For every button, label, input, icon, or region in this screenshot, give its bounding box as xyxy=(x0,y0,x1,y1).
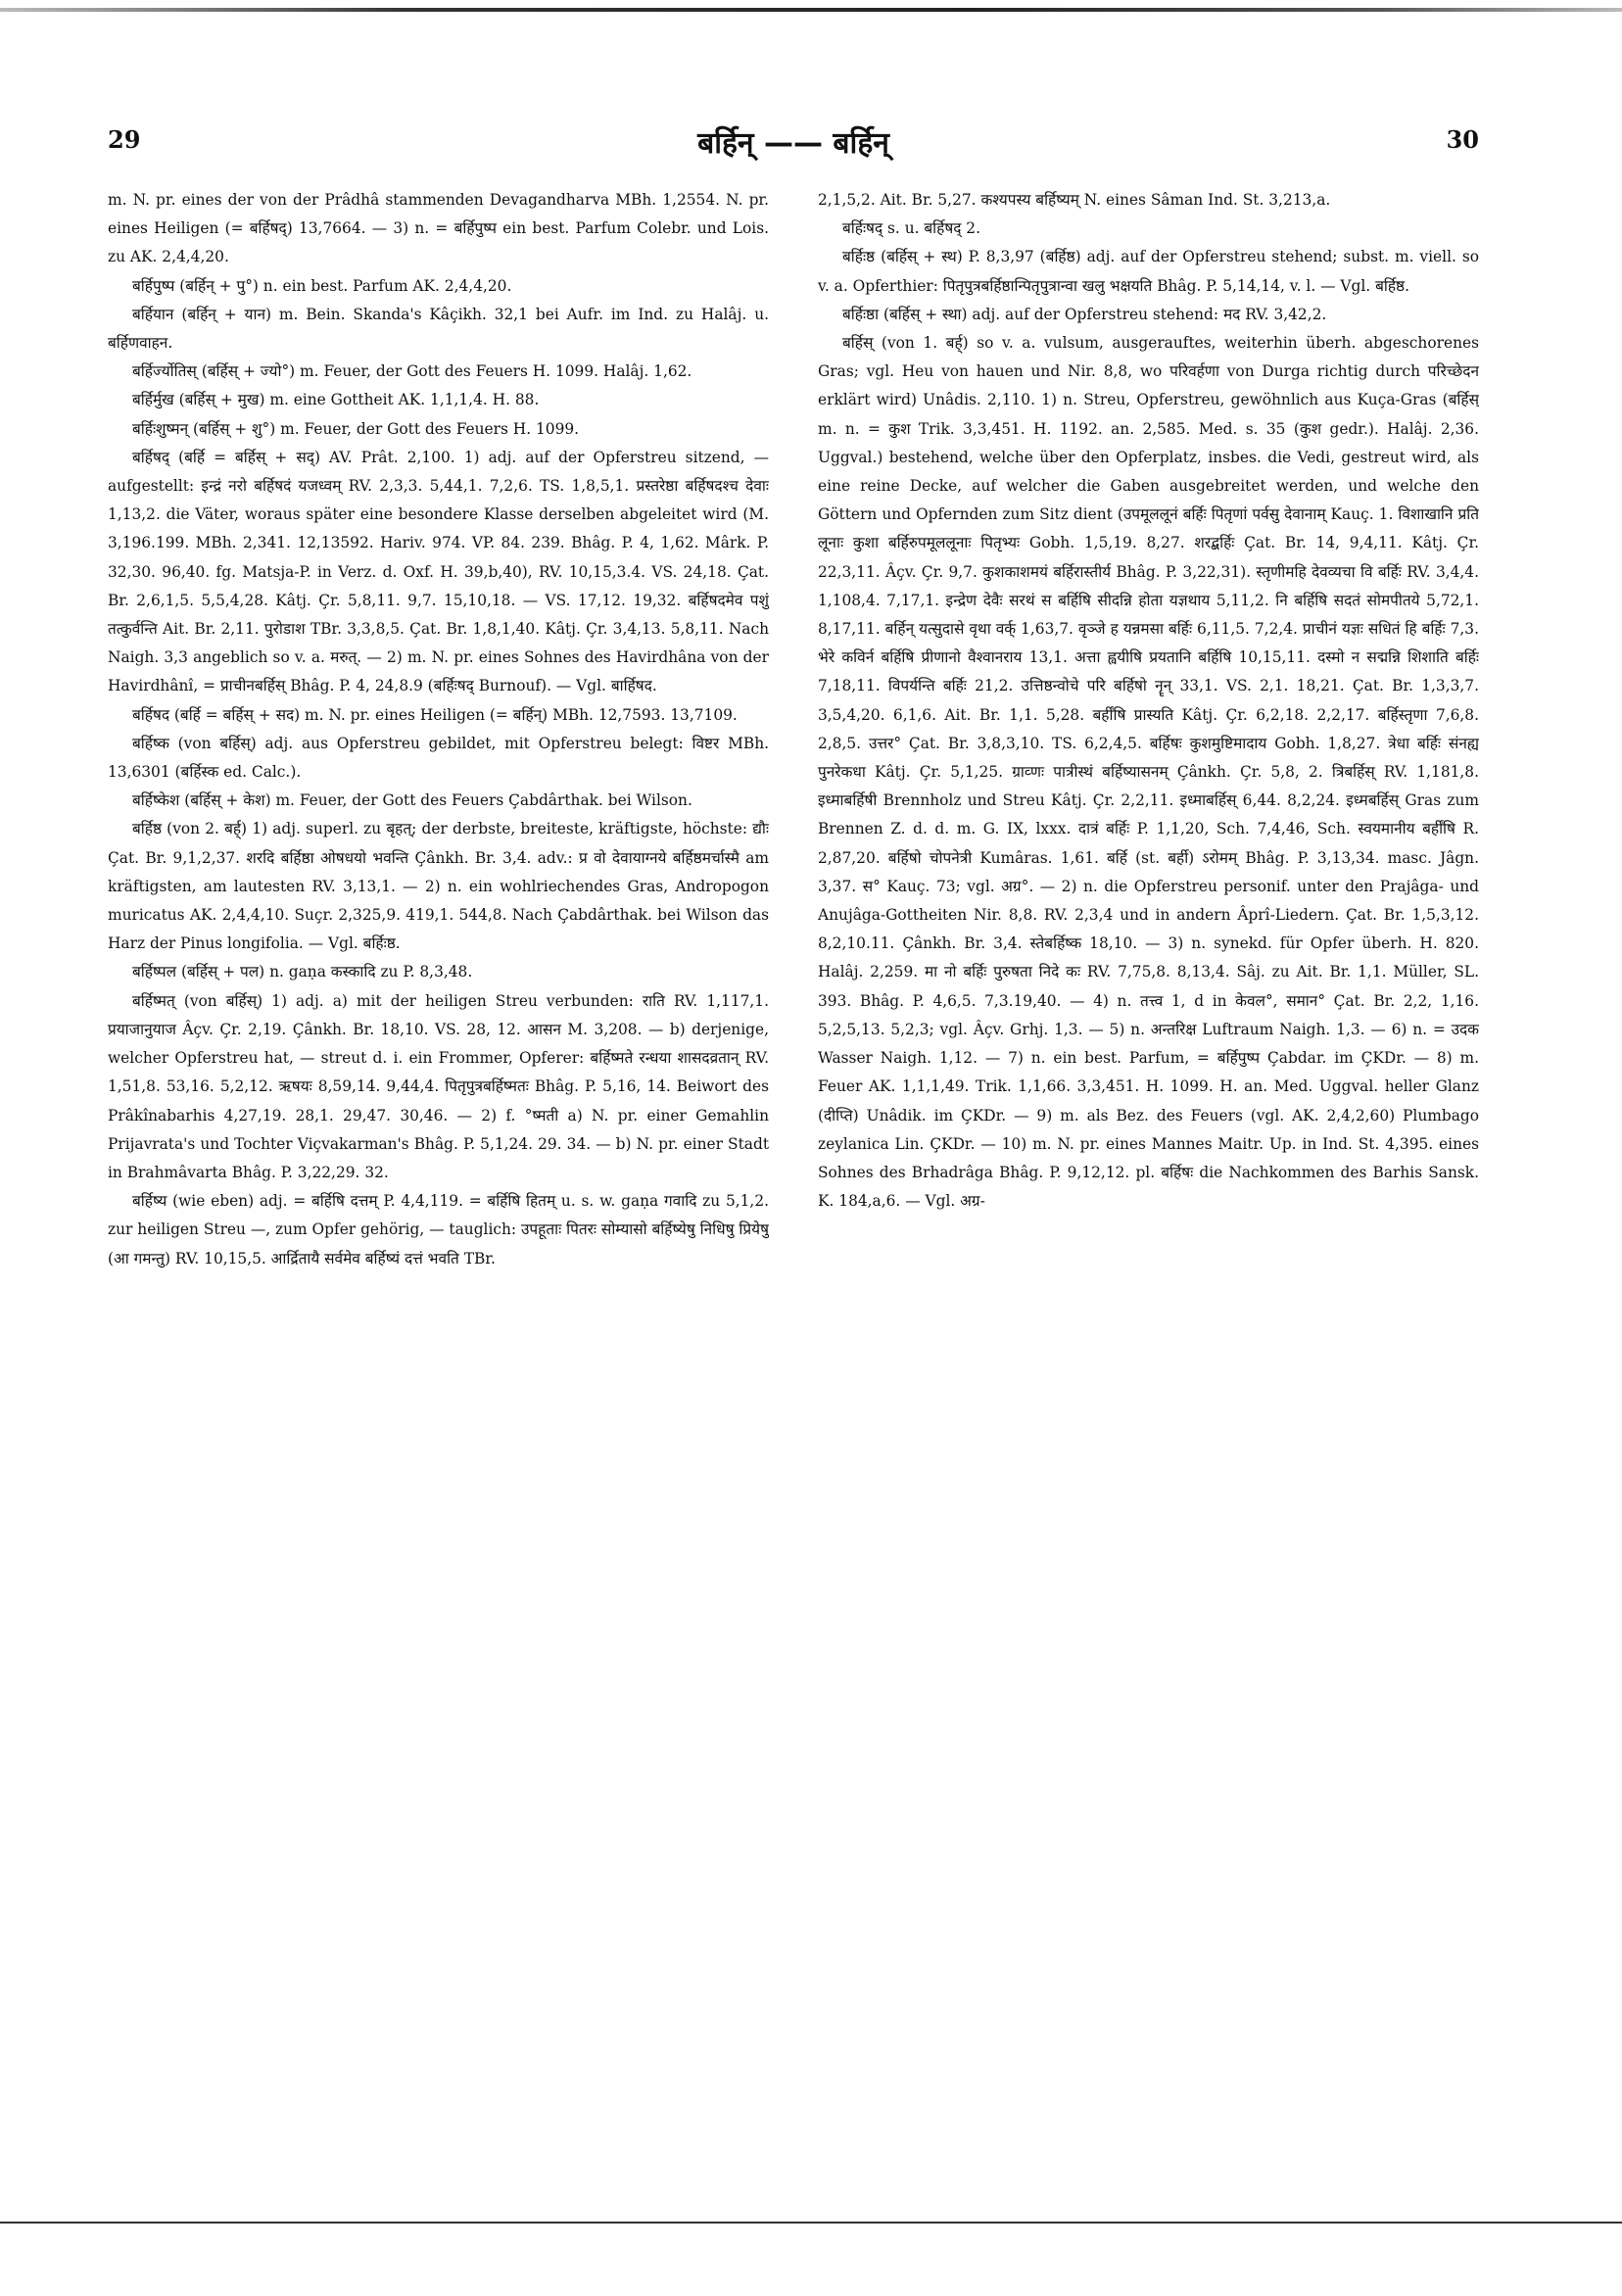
page-number-left: 29 xyxy=(108,125,141,154)
scan-edge xyxy=(0,8,1622,12)
entry-paragraph: बर्हिष्मत् (von बर्हिस्) 1) adj. a) mit der heiligen Streu verbunden: राति RV. 1,117,1. प्रयाजानुयाज Âçv. Çr. 2,19. Çânkh. Br. 18,10. VS. 28, 12. आसन M. 3,208. — b) derjenige, welcher Opferstreu hat, — streut d. i. ein Frommer, Opferer: बर्हिष्मते रन्धया शासदव्रतान् RV. 1,51,8. 53,16. 5,2,12. ऋषयः 8,59,14. 9,44,4. पितृपुत्रबर्हिष्मतः Bhâg. P. 5,16, 14. Beiwort des Prâkînabarhis 4,27,19. 28,1. 29,47. 30,46. — 2) f. °ष्मती a) N. pr. einer Gemahlin Prijavrata's und Tochter Viçvakarman's Bhâg. P. 5,1,24. 29. 34. — b) N. pr. einer Stadt in Brahmâvarta Bhâg. P. 3,22,29. 32. xyxy=(108,991,769,1181)
entry-paragraph: बर्हिषद (बर्हि = बर्हिस् + सद) m. N. pr. eines Heiligen (= बर्हिन्) MBh. 12,7593. 13,7109. xyxy=(132,705,738,724)
entry-paragraph: बर्हिःष्ठा (बर्हिस् + स्था) adj. auf der Opferstreu stehend: मद RV. 3,42,2. xyxy=(842,305,1327,323)
entry-paragraph: 2,1,5,2. Ait. Br. 5,27. कश्यपस्य बर्हिष्यम् N. eines Sâman Ind. St. 3,213,a. xyxy=(818,191,1331,209)
entry-paragraph: बर्हिपुष्प (बर्हिन् + पु°) n. ein best. Parfum AK. 2,4,4,20. xyxy=(132,276,512,295)
left-column xyxy=(108,186,769,1890)
entry-paragraph: बर्हिष्य (wie eben) adj. = बर्हिषि दत्तम् P. 4,4,119. = बर्हिषि हितम् u. s. w. gaṇa गवादि zu 5,1,2. zur heiligen Streu —, zum Opfer gehörig, — tauglich: उपहूताः पितरः सोम्यासो बर्हिष्येषु निधिषु प्रियेषु (आ गमन्तु) RV. 10,15,5. आर्द्रितायै सर्वमेव बर्हिष्यं दत्तं भवति TBr. xyxy=(108,1192,769,1268)
entry-paragraph: बर्हिःष्ठ (बर्हिस् + स्थ) P. 8,3,97 (बर्हिष्ठ) adj. auf der Opferstreu stehend; subst. m. viell. so v. a. Opferthier: पितृपुत्रबर्हिष्ठान्पितृपुत्रान्वा खलु भक्षयति Bhâg. P. 5,14,14, v. l. — Vgl. बर्हिष्ठ. xyxy=(818,248,1479,295)
page-number-right: 30 xyxy=(1446,125,1479,154)
entry-paragraph: बर्हिष्क (von बर्हिस्) adj. aus Opferstreu gebildet, mit Opferstreu belegt: विष्टर MBh. 13,6301 (बर्हिस्क ed. Calc.). xyxy=(108,734,769,782)
entry-paragraph: बर्हियान (बर्हिन् + यान) m. Bein. Skanda's Kâçikh. 32,1 bei Aufr. im Ind. zu Halâj. u. बर्हिणवाहन. xyxy=(108,305,769,353)
entry-paragraph: बर्हिष्ठ (von 2. बर्ह्) 1) adj. superl. zu बृहत्; der derbste, breiteste, kräftigste, höchste: द्यौः Çat. Br. 9,1,2,37. शरदि बर्हिष्ठा ओषधयो भवन्ति Çânkh. Br. 3,4. adv.: प्र वो देवायाग्नये बर्हिष्ठमर्चास्मै am kräftigsten, am lautesten RV. 3,13,1. — 2) n. ein wohlriechendes Gras, Andropogon muricatus AK. 2,4,4,10. Suçr. 2,325,9. 419,1. 544,8. Nach Çabdârthak. bei Wilson das Harz der Pinus longifolia. — Vgl. बर्हिःष्ठ. xyxy=(108,820,769,953)
entry-paragraph: बर्हिःशुष्मन् (बर्हिस् + शु°) m. Feuer, der Gott des Feuers H. 1099. xyxy=(132,419,580,438)
entry-paragraph: m. N. pr. eines der von der Prâdhâ stammenden Devagandharva MBh. 1,2554. N. pr. eines Heiligen (= बर्हिषद्) 13,7664. — 3) n. = बर्हिपुष्प ein best. Parfum Colebr. und Lois. zu AK. 2,4,4,20. xyxy=(108,191,769,266)
entry-paragraph: बर्हिष्पल (बर्हिस् + पल) n. gaṇa कस्कादि zu P. 8,3,48. xyxy=(132,963,473,981)
running-title: बर्हिन् —— बर्हिन् xyxy=(697,126,889,161)
entry-paragraph: बर्हिर्मुख (बर्हिस् + मुख) m. eine Gottheit AK. 1,1,1,4. H. 88. xyxy=(132,391,540,409)
entry-paragraph: बर्हिस् (von 1. बर्ह्) so v. a. vulsum, ausgerauftes, weiterhin überh. abgeschorenes Gras; vgl. Heu von hauen und Nir. 8,8, wo परिवर्हणा von Durga richtig durch परिच्छेदन erklärt wird) Unâdis. 2,110. 1) n. Streu, Opferstreu, gewöhnlich aus Kuça-Gras (बर्हिस् m. n. = कुश Trik. 3,3,451. H. 1192. an. 2,585. Med. s. 35 (कुश gedr.). Halâj. 2,36. Uggval.) bestehend, welche über den Opferplatz, insbes. die Vedi, gestreut wird, als eine reine Decke, auf welcher die Gaben ausgebreitet werden, und welche den Göttern und Opfernden zum Sitz dient (उपमूललूनं बर्हिः पितृणां पर्वसु देवानाम् Kauç. 1. विशाखानि प्रति लूनाः कुशा बर्हिरुपमूललूनाः पितृभ्यः Gobh. 1,5,19. 8,27. शरद्बर्हिः Çat. Br. 14, 9,4,11. Kâtj. Çr. 22,3,11. Âçv. Çr. 9,7. कुशकाशमयं बर्हिरास्तीर्य Bhâg. P. 3,22,31). स्तृणीमहि देवव्यचा वि बर्हिः RV. 3,4,4. 1,108,4. 7,17,1. इन्द्रेण देवैः सरथं स बर्हिषि सीदन्नि होता यज्ञथाय 5,11,2. नि बर्हिषि सदतं सोमपीतये 5,72,1. 8,17,11. बर्हिन् यत्सुदासे वृथा वर्क् 1,63,7. वृञ्जे ह यन्नमसा बर्हिः 6,11,5. 7,2,4. प्राचीनं यज्ञः सधितं हि बर्हिः 7,3. भेरे कविर्न बर्हिषि प्रीणानो वैश्वानराय 13,1. अत्ता ह्वयीषि प्रयतानि बर्हिषि 10,15,11. दस्मो न सद्मन्नि शिशाति बर्हिः 7,18,11. विपर्यन्ति बर्हिः 21,2. उत्तिष्ठन्वोचे परि बर्हिषो नॄन् 33,1. VS. 2,1. 18,21. Çat. Br. 1,3,3,7. 3,5,4,20. 6,1,6. Ait. Br. 1,1. 5,28. बर्हींषि प्रास्यति Kâtj. Çr. 6,2,18. 2,2,17. बर्हिस्तृणा 7,6,8. 2,8,5. उत्तर° Çat. Br. 3,8,3,10. TS. 6,2,4,5. बर्हिषः कुशमुष्टिमादाय Gobh. 1,8,27. त्रेधा बर्हिः संनह्य पुनरेकधा Kâtj. Çr. 5,1,25. ग्राव्णः पात्रीस्थं बर्हिष्यासनम् Çânkh. Çr. 5,8, 2. त्रिबर्हिस् RV. 1,181,8. इध्माबर्हिषी Brennholz und Streu Kâtj. Çr. 2,2,11. इध्माबर्हिस् 6,44. 8,2,24. इध्मबर्हिस् Gras zum Brennen Z. d. d. m. G. IX, lxxx. दात्रं बर्हिः P. 1,1,20, Sch. 7,4,46, Sch. स्वयमानीय बर्हींषि R. 2,87,20. बर्हिषो चोपनेत्री Kumâras. 1,61. बर्हि (st. बर्ही) ऽरोमम् Bhâg. P. 3,13,34. masc. Jâgn. 3,37. स° Kauç. 73; vgl. अग्र°. — 2) n. die Opferstreu personif. unter den Prajâga- und Anujâga-Gottheiten Nir. 8,8. RV. 2,3,4 und in andern Âprî-Liedern. Çat. Br. 1,5,3,12. 8,2,10.11. Çânkh. Br. 3,4. स्तेबर्हिष्क 18,10. — 3) n. synekd. für Opfer überh. H. 820. Halâj. 2,259. मा नो बर्हिः पुरुषता निदे कः RV. 7,75,8. 8,13,4. Sâj. zu Ait. Br. 1,1. Müller, SL. 393. Bhâg. P. 4,6,5. 7,3.19,40. — 4) n. तत्त्व 1, d in केवल°, समान° Çat. Br. 2,2, 1,16. 5,2,5,13. 5,2,3; vgl. Âçv. Grhj. 1,3. — 5) n. अन्तरिक्ष Luftraum Naigh. 1,3. — 6) n. = उदक Wasser Naigh. 1,12. — 7) n. ein best. Parfum, = बर्हिपुष्प Çabdar. im ÇKDr. — 8) m. Feuer AK. 1,1,1,49. Trik. 1,1,66. 3,3,451. H. 1099. H. an. Med. Uggval. heller Glanz (दीप्ति) Unâdik. im ÇKDr. — 9) m. als Bez. des Feuers (vgl. AK. 2,4,2,60) Plumbago zeylanica Lin. ÇKDr. — 10) m. N. pr. eines Mannes Maitr. Up. in Ind. St. 4,395. eines Sohnes des Brhadrâga Bhâg. P. 9,12,12. pl. बर्हिषः die Nachkommen des Barhis Sansk. K. 184,a,6. — Vgl. अग्र- xyxy=(818,334,1479,1211)
entry-paragraph: बर्हिर्ज्योतिस् (बर्हिस् + ज्यो°) m. Feuer, der Gott des Feuers H. 1099. Halâj. 1,62. xyxy=(132,362,692,381)
bottom-rule xyxy=(0,2222,1622,2224)
entry-paragraph: बर्हिःषद् s. u. बर्हिषद् 2. xyxy=(842,219,980,238)
right-column xyxy=(818,186,1479,1890)
entry-paragraph: बर्हिषद् (बर्हि = बर्हिस् + सद्) AV. Prât. 2,100. 1) adj. auf der Opferstreu sitzend, — aufgestellt: इन्द्रं नरो बर्हिषदं यजध्वम् RV. 2,3,3. 5,44,1. 7,2,6. TS. 1,8,5,1. प्रस्तरेष्ठा बर्हिषदश्च देवाः 1,13,2. die Väter, woraus später eine besondere Klasse derselben abgeleitet wird (M. 3,196.199. MBh. 2,341. 12,13592. Hariv. 974. VP. 84. 239. Bhâg. P. 4, 1,62. Mârk. P. 32,30. 96,40. fg. Matsja-P. in Verz. d. Oxf. H. 39,b,40), RV. 10,15,3.4. VS. 24,18. Çat. Br. 2,6,1,5. 5,5,4,28. Kâtj. Çr. 5,8,11. 9,7. 15,10,18. — VS. 17,12. 19,32. बर्हिषदमेव पशुं तत्कुर्वन्ति Ait. Br. 2,11. पुरोडाश TBr. 3,3,8,5. Çat. Br. 1,8,1,40. Kâtj. Çr. 3,4,13. 5,8,11. Nach Naigh. 3,3 angeblich so v. a. मरुत्. — 2) m. N. pr. eines Sohnes des Havirdhâna von der Havirdhânî, = प्राचीनबर्हिस् Bhâg. P. 4, 24,8.9 (बर्हिःषद् Burnouf). — Vgl. बार्हिषद. xyxy=(108,448,769,695)
entry-paragraph: बर्हिष्केश (बर्हिस् + केश) m. Feuer, der Gott des Feuers Çabdârthak. bei Wilson. xyxy=(132,791,692,810)
page-header xyxy=(108,125,1479,165)
